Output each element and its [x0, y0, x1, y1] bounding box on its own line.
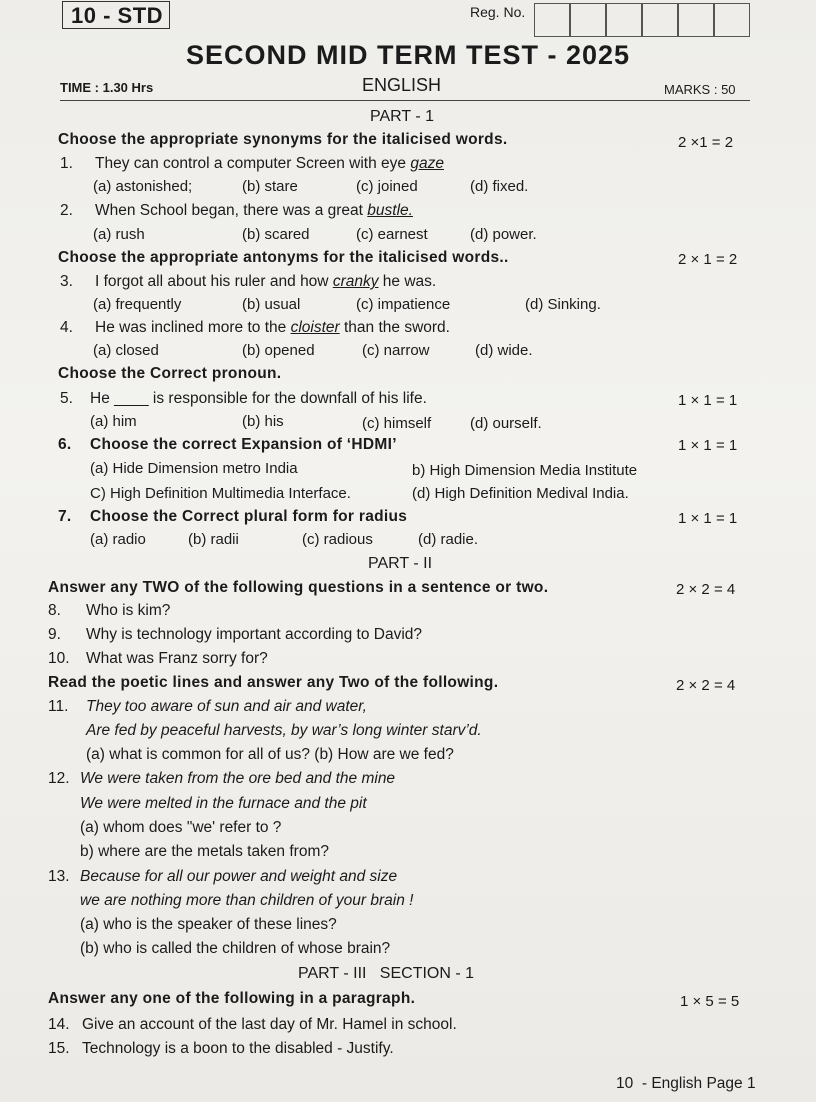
q1-option-c: (c) joined — [356, 178, 418, 195]
q3-option-b: (b) usual — [242, 296, 301, 313]
q7-option-b: (b) radii — [188, 531, 239, 548]
q13-line1: Because for all our power and weight and size — [80, 868, 398, 885]
q1-text: They can control a computer Screen with eye gaze — [95, 155, 444, 172]
q3-option-c: (c) impatience — [356, 296, 451, 313]
q7-option-d: (d) radie. — [418, 531, 479, 548]
q8-number: 8. — [48, 602, 61, 619]
q2-option-d: (d) power. — [470, 226, 537, 243]
reg-box — [714, 3, 750, 37]
q7-number: 7. — [58, 508, 72, 525]
q4-option-a: (a) closed — [93, 342, 159, 359]
reg-box — [642, 3, 678, 37]
q5-number: 5. — [60, 390, 73, 407]
q6-number: 6. — [58, 436, 72, 453]
q11-number: 11. — [48, 698, 69, 715]
q1-number: 1. — [60, 155, 73, 172]
q8-text: Who is kim? — [86, 602, 171, 619]
q5-blank: ____ — [114, 390, 149, 407]
reg-box — [534, 3, 570, 37]
q4-option-c: (c) narrow — [362, 342, 430, 359]
q9-number: 9. — [48, 626, 61, 643]
part3-instruction: Answer any one of the following in a paragraph. — [48, 990, 416, 1007]
poetic-marks: 2 × 2 = 4 — [676, 677, 736, 694]
q4-text: He was inclined more to the cloister than the sword. — [95, 319, 450, 336]
page-footer: 10 - English Page 1 — [616, 1075, 756, 1092]
q15-text: Technology is a boon to the disabled - Justify. — [82, 1040, 394, 1057]
std-box: 10 - STD — [62, 1, 170, 29]
q5-option-b: (b) his — [242, 413, 284, 430]
q11-line2: Are fed by peaceful harvests, by war’s long winter starv’d. — [86, 722, 482, 739]
q7-option-a: (a) radio — [90, 531, 146, 548]
q6-option-b: b) High Dimension Media Institute — [412, 462, 638, 479]
q3-number: 3. — [60, 273, 73, 290]
q5-marks: 1 × 1 = 1 — [678, 392, 738, 409]
q11-subquestions: (a) what is common for all of us? (b) How are we fed? — [86, 746, 454, 763]
q1-option-d: (d) fixed. — [470, 178, 529, 195]
q14-text: Give an account of the last day of Mr. Hamel in school. — [82, 1016, 457, 1033]
pronoun-instruction: Choose the Correct pronoun. — [58, 365, 282, 382]
reg-box — [570, 3, 606, 37]
q14-number: 14. — [48, 1016, 70, 1033]
reg-no-label: Reg. No. — [470, 4, 526, 20]
q12-number: 12. — [48, 770, 70, 787]
subject-label: ENGLISH — [362, 75, 442, 95]
antonym-instruction: Choose the appropriate antonyms for the italicised words.. — [58, 249, 509, 266]
q12-sub-a: (a) whom does "we' refer to ? — [80, 819, 282, 836]
q1-option-a: (a) astonished; — [93, 178, 193, 195]
q3-option-d: (d) Sinking. — [525, 296, 601, 313]
reg-box — [606, 3, 642, 37]
q2-option-c: (c) earnest — [356, 226, 428, 243]
q6-option-d: (d) High Definition Medival India. — [412, 485, 629, 502]
q2-keyword: bustle. — [367, 202, 413, 219]
q10-text: What was Franz sorry for? — [86, 650, 268, 667]
q2-option-a: (a) rush — [93, 226, 145, 243]
marks-label: MARKS : 50 — [664, 82, 736, 97]
q5-option-a: (a) him — [90, 413, 137, 430]
q2-number: 2. — [60, 202, 73, 219]
part2-marks: 2 × 2 = 4 — [676, 581, 736, 598]
antonym-marks: 2 × 1 = 2 — [678, 251, 738, 268]
q13-number: 13. — [48, 868, 70, 885]
time-label: TIME : 1.30 Hrs — [60, 80, 154, 95]
q6-option-c: C) High Definition Multimedia Interface. — [90, 485, 351, 502]
q3-keyword: cranky — [332, 273, 379, 290]
q12-sub-b: b) where are the metals taken from? — [80, 843, 329, 860]
part3-heading: PART - III SECTION - 1 — [298, 965, 475, 982]
q2-option-b: (b) scared — [242, 226, 310, 243]
part1-heading: PART - 1 — [370, 108, 435, 125]
synonym-instruction: Choose the appropriate synonyms for the italicised words. — [58, 131, 508, 148]
exam-title: SECOND MID TERM TEST - 2025 — [185, 40, 631, 70]
q4-number: 4. — [60, 319, 73, 336]
q2-text: When School began, there was a great bustle. — [95, 202, 413, 219]
q9-text: Why is technology important according to David? — [86, 626, 422, 643]
part2-instruction: Answer any TWO of the following questions in a sentence or two. — [48, 579, 549, 596]
reg-box — [678, 3, 714, 37]
q1-keyword: gaze — [410, 155, 444, 172]
q6-marks: 1 × 1 = 1 — [678, 437, 738, 454]
q12-line1: We were taken from the ore bed and the mine — [80, 770, 396, 787]
q7-text: Choose the Correct plural form for radius — [90, 508, 408, 525]
q3-text: I forgot all about his ruler and how cranky he was. — [95, 273, 437, 290]
q1-option-b: (b) stare — [242, 178, 298, 195]
header-divider — [60, 100, 750, 101]
q13-line2: we are nothing more than children of your brain ! — [80, 892, 414, 909]
q5-option-c: (c) himself — [362, 415, 432, 432]
q15-number: 15. — [48, 1040, 70, 1057]
q7-marks: 1 × 1 = 1 — [678, 510, 738, 527]
q13-sub-a: (a) who is the speaker of these lines? — [80, 916, 337, 933]
q10-number: 10. — [48, 650, 70, 667]
part3-marks: 1 × 5 = 5 — [680, 993, 740, 1010]
q6-text: Choose the correct Expansion of ‘HDMI’ — [90, 436, 397, 453]
q12-line2: We were melted in the furnace and the pit — [80, 795, 367, 812]
q5-text: He ____ is responsible for the downfall of his life. — [90, 390, 427, 407]
part2-heading: PART - II — [368, 555, 433, 572]
synonym-marks: 2 ×1 = 2 — [678, 134, 734, 151]
q11-line1: They too aware of sun and air and water, — [86, 698, 367, 715]
q4-option-d: (d) wide. — [475, 342, 533, 359]
poetic-instruction: Read the poetic lines and answer any Two of the following. — [48, 674, 499, 691]
q7-option-c: (c) radious — [302, 531, 373, 548]
q6-option-a: (a) Hide Dimension metro India — [90, 460, 298, 477]
q4-keyword: cloister — [290, 319, 340, 336]
q13-sub-b: (b) who is called the children of whose brain? — [80, 940, 391, 957]
q3-option-a: (a) frequently — [93, 296, 182, 313]
q4-option-b: (b) opened — [242, 342, 315, 359]
q5-option-d: (d) ourself. — [470, 415, 542, 432]
